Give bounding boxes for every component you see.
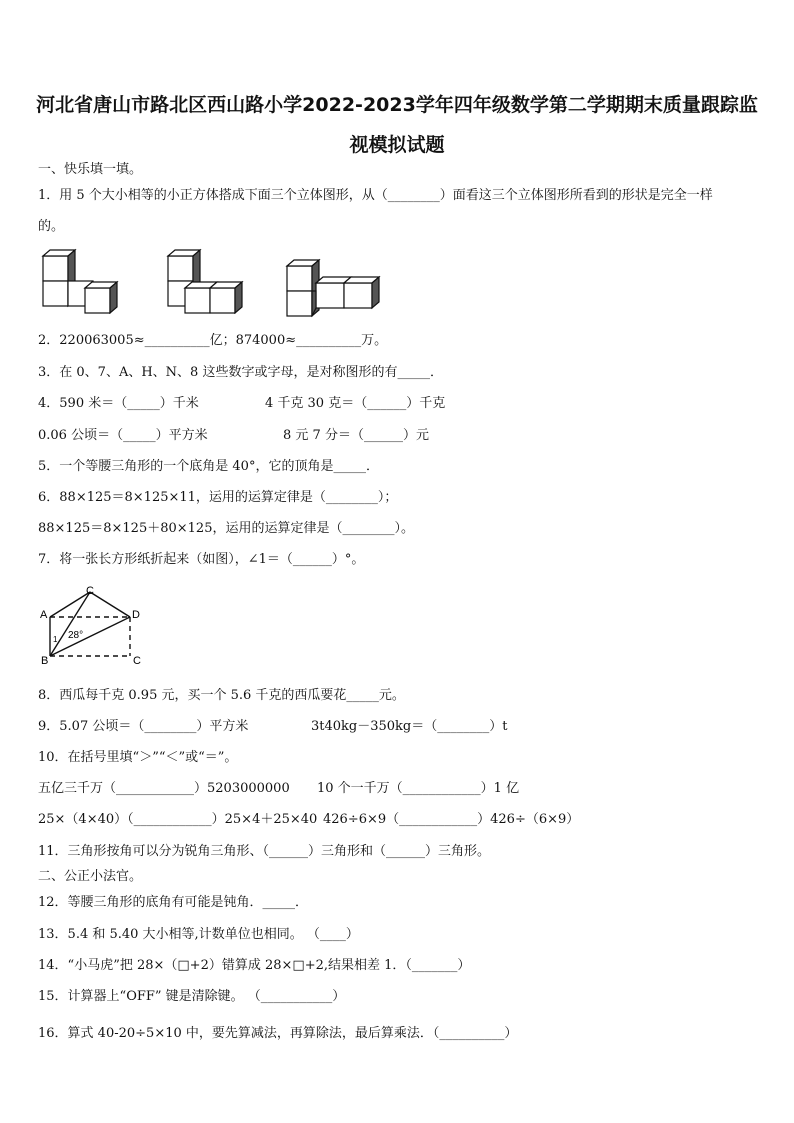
question-6-line-1: 6．88×125＝8×125×11，运用的运算定律是（________）； — [38, 490, 398, 505]
question-9-left: 9．5.07 公顷＝（________）平方米 — [38, 719, 249, 734]
label-B: B — [41, 655, 49, 667]
question-4-row-1-left: 4．590 米＝（_____）千米 — [38, 396, 199, 411]
question-14: 14．“小马虎”把 28×（□+2）错算成 28×□+2,结果相差 1．（_______） — [38, 958, 471, 973]
label-C-bottom: C — [133, 655, 141, 667]
question-4-row-1-right: 4 千克 30 克＝（______）千克 — [265, 396, 446, 411]
section-2-heading: 二、公正小法官。 — [38, 869, 143, 884]
question-10: 10．在括号里填“＞”“＜”或“＝”。 — [38, 750, 238, 765]
cube-figure-1 — [40, 248, 130, 314]
question-4-row-2-right: 8 元 7 分＝（______）元 — [283, 428, 429, 443]
question-1-line-1: 1．用 5 个大小相等的小正方体搭成下面三个立体图形，从（________）面看这三个立体图形所看到的形状是完全一样 — [38, 188, 713, 203]
cube-figure-2 — [165, 248, 257, 314]
label-angle-28: 28° — [68, 630, 84, 641]
question-3: 3．在 0、7、A、H、N、8 这些数字或字母，是对称图形的有_____． — [38, 365, 443, 380]
question-4-row-2-left: 0.06 公顷＝（_____）平方米 — [38, 428, 208, 443]
question-10-row-1-left: 五亿三千万（____________）5203000000 — [38, 781, 290, 796]
question-8: 8．西瓜每千克 0.95 元，买一个 5.6 千克的西瓜要花_____元。 — [38, 688, 405, 703]
folded-rectangle-figure — [38, 584, 153, 670]
question-12: 12．等腰三角形的底角有可能是钝角．_____． — [38, 895, 309, 910]
question-10-row-2-left: 25×（4×40）（____________）25×4＋25×40 — [38, 812, 318, 827]
label-angle-1: 1 — [53, 635, 58, 644]
label-A: A — [40, 609, 48, 621]
question-11: 11．三角形按角可以分为锐角三角形、（______）三角形和（______）三角形。 — [38, 844, 491, 859]
question-16: 16．算式 40-20÷5×10 中，要先算减法，再算除法，最后算乘法．（__________） — [38, 1026, 518, 1041]
question-2: 2．220063005≈__________亿；874000≈__________万。 — [38, 333, 388, 348]
label-D: D — [132, 609, 140, 621]
question-10-row-2-right: 426÷6×9（____________）426÷（6×9） — [323, 812, 580, 827]
question-5: 5．一个等腰三角形的一个底角是 40°，它的顶角是_____． — [38, 459, 379, 474]
cube-figure-3 — [284, 256, 384, 318]
question-1-line-2: 的。 — [38, 219, 65, 234]
question-9-right: 3t40kg－350kg＝（________）t — [311, 719, 508, 734]
section-1-heading: 一、快乐填一填。 — [38, 162, 143, 177]
title-line-2: 视模拟试题 — [349, 134, 445, 156]
question-15: 15．计算器上“OFF” 键是清除键。 （___________） — [38, 989, 346, 1004]
title-line-1: 河北省唐山市路北区西山路小学2022-2023学年四年级数学第二学期期末质量跟踪监 — [36, 94, 758, 116]
question-10-row-1-right: 10 个一千万（____________）1 亿 — [317, 781, 520, 796]
label-C-top: C — [86, 585, 94, 597]
question-13: 13．5.4 和 5.40 大小相等,计数单位也相同。 （____） — [38, 927, 359, 942]
question-6-line-2: 88×125＝8×125＋80×125，运用的运算定律是（________）。 — [38, 521, 414, 536]
question-7: 7．将一张长方形纸折起来（如图），∠1＝（______）°。 — [38, 552, 365, 567]
